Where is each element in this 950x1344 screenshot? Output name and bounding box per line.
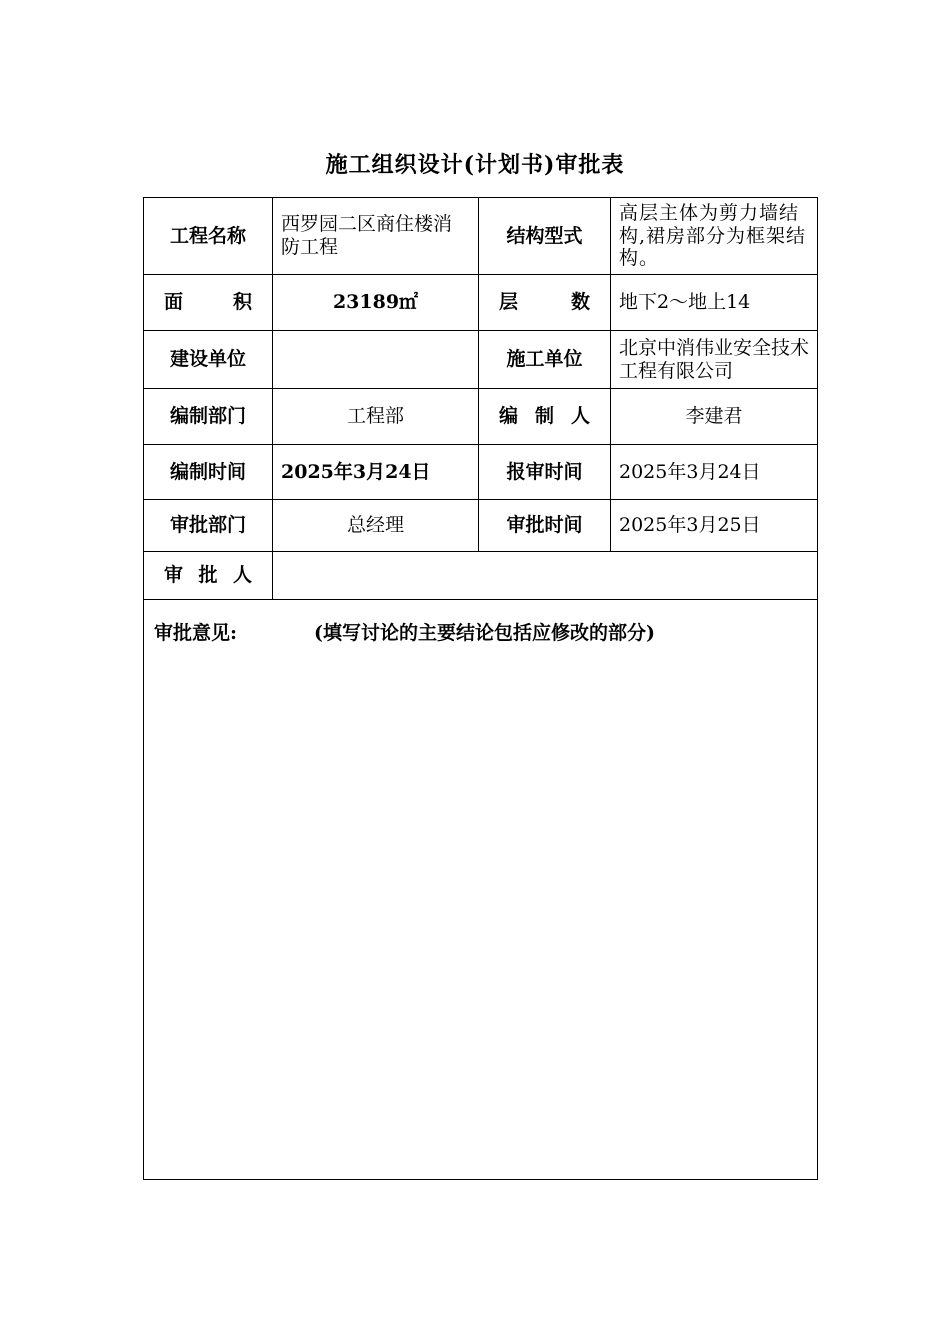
table-row — [144, 500, 818, 552]
document-title: 施工组织设计(计划书)审批表 — [325, 152, 625, 178]
submit-time-label: 报审时间 — [479, 445, 611, 500]
approval-opinion-cell — [144, 600, 818, 1180]
approval-opinion-label: 审批意见: — [154, 622, 238, 644]
table-row — [144, 198, 818, 275]
compile-time-label: 编制时间 — [144, 445, 273, 500]
compile-dept-label: 编制部门 — [144, 389, 273, 445]
approver-value — [273, 552, 818, 600]
table-row — [144, 445, 818, 500]
structure-type-label: 结构型式 — [479, 198, 611, 275]
approve-dept-label: 审批部门 — [144, 500, 273, 552]
floors-value: 地下2～地上14 — [611, 275, 818, 331]
table-row — [144, 600, 818, 1180]
approval-opinion-hint: (填写讨论的主要结论包括应修改的部分) — [314, 622, 655, 644]
approver-label: 审批人 — [144, 552, 273, 600]
area-value: 23189㎡ — [273, 275, 479, 331]
compile-time-value: 2025年3月24日 — [273, 445, 479, 500]
project-name-value: 西罗园二区商住楼消防工程 — [273, 198, 479, 275]
area-label: 面积 — [144, 275, 273, 331]
table-row — [144, 275, 818, 331]
floors-label: 层数 — [479, 275, 611, 331]
owner-value — [273, 331, 479, 389]
approve-time-value: 2025年3月25日 — [611, 500, 818, 552]
approve-dept-value: 总经理 — [273, 500, 479, 552]
approve-time-label: 审批时间 — [479, 500, 611, 552]
author-label: 编制人 — [479, 389, 611, 445]
table-row — [144, 331, 818, 389]
contractor-label: 施工单位 — [479, 331, 611, 389]
submit-time-value: 2025年3月24日 — [611, 445, 818, 500]
contractor-value: 北京中消伟业安全技术工程有限公司 — [611, 331, 818, 389]
table-row — [144, 389, 818, 445]
table-row — [144, 552, 818, 600]
project-name-label: 工程名称 — [144, 198, 273, 275]
structure-type-value: 高层主体为剪力墙结构,裙房部分为框架结构。 — [611, 198, 818, 275]
approval-form-table — [143, 197, 818, 1180]
author-value: 李建君 — [611, 389, 818, 445]
owner-label: 建设单位 — [144, 331, 273, 389]
compile-dept-value: 工程部 — [273, 389, 479, 445]
